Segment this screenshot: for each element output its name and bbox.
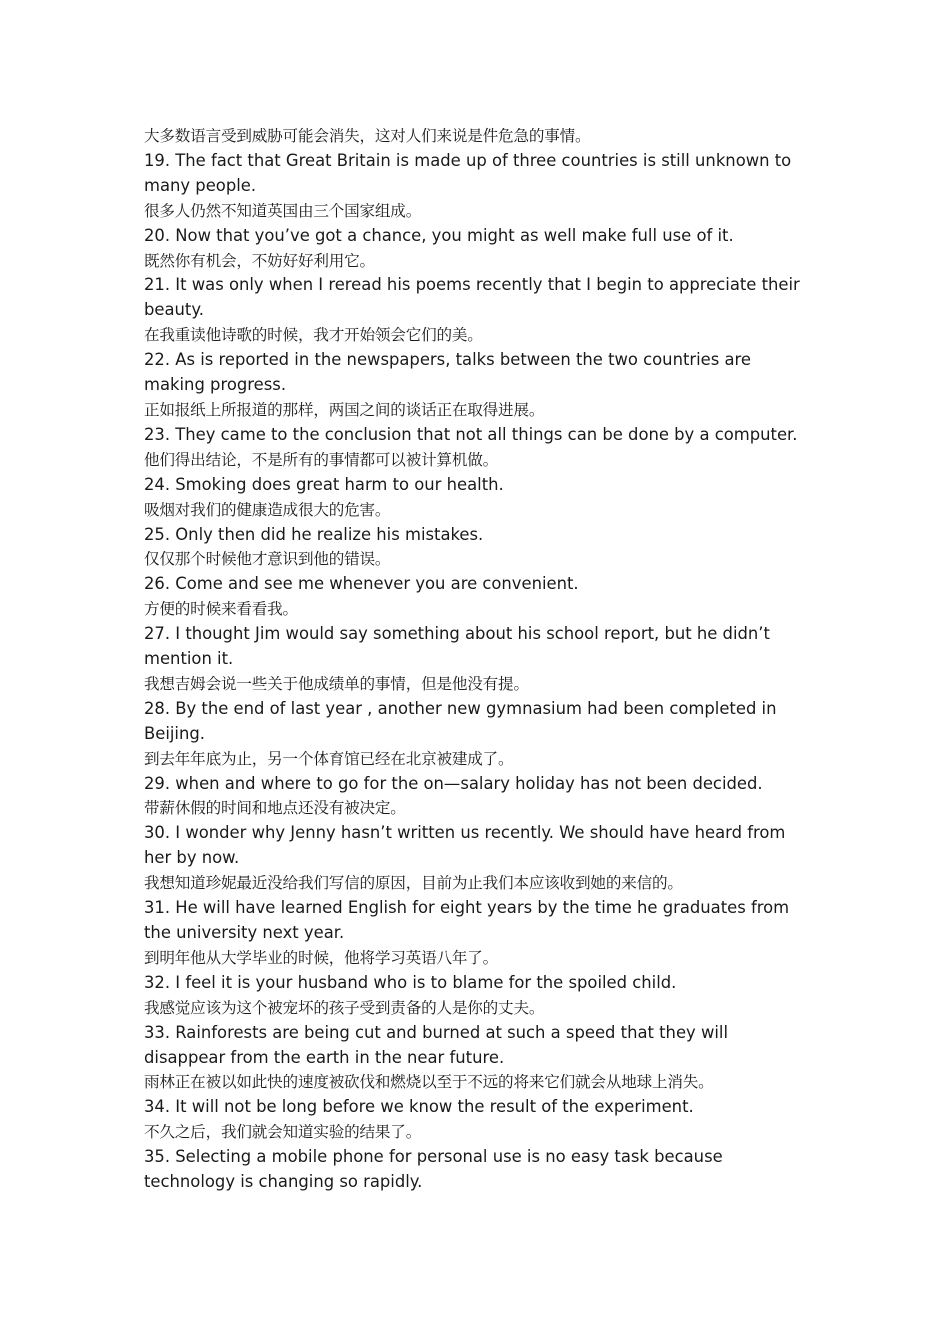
translation-line: 方便的时候来看看我。 — [144, 600, 298, 619]
sentence-line: 25. Only then did he realize his mistakes. — [144, 524, 484, 544]
sentence-line: 20. Now that you’ve got a chance, you might as well make full use of it. — [144, 225, 734, 245]
sentence-line: 26. Come and see me whenever you are convenient. — [144, 574, 579, 594]
sentence-line: 34. It will not be long before we know the result of the experiment. — [144, 1097, 694, 1117]
translation-line: 雨林正在被以如此快的速度被砍伐和燃烧以至于不远的将来它们就会从地球上消失。 — [144, 1073, 714, 1092]
translation-line: 到去年年底为止，另一个体育馆已经在北京被建成了。 — [144, 749, 514, 768]
translation-line: 正如报纸上所报道的那样，两国之间的谈话正在取得进展。 — [144, 400, 545, 419]
sentence-line: 23. They came to the conclusion that not all things can be done by a computer. — [144, 424, 798, 444]
sentence-line: 29. when and where to go for the on—salary holiday has not been decided. — [144, 773, 763, 793]
translation-line: 他们得出结论，不是所有的事情都可以被计算机做。 — [144, 450, 499, 469]
translation-line: 我想知道珍妮最近没给我们写信的原因，目前为止我们本应该收到她的来信的。 — [144, 874, 683, 893]
translation-line: 仅仅那个时候他才意识到他的错误。 — [144, 550, 391, 569]
sentence-line: 24. Smoking does great harm to our health. — [144, 474, 504, 494]
translation-line: 不久之后，我们就会知道实验的结果了。 — [144, 1123, 422, 1142]
document-page — [144, 124, 814, 1195]
sentence-line: 32. I feel it is your husband who is to blame for the spoiled child. — [144, 972, 677, 992]
sentence-line: 31. He will have learned English for eight years by the time he graduates from the university next year. — [144, 898, 790, 942]
translation-line: 吸烟对我们的健康造成很大的危害。 — [144, 500, 391, 519]
translation-line: 既然你有机会，不妨好好利用它。 — [144, 251, 375, 270]
translation-line: 到明年他从大学毕业的时候，他将学习英语八年了。 — [144, 948, 499, 967]
sentence-line: 22. As is reported in the newspapers, talks between the two countries are making progress. — [144, 350, 752, 395]
sentence-line: 27. I thought Jim would say something about his school report, but he didn’t mention it. — [144, 624, 770, 669]
translation-line: 大多数语言受到威胁可能会消失，这对人们来说是件危急的事情。 — [144, 127, 591, 145]
translation-line: 在我重读他诗歌的时候，我才开始领会它们的美。 — [144, 326, 483, 345]
sentence-line: 28. By the end of last year , another new gymnasium had been completed in Beijing. — [144, 698, 777, 743]
sentence-line: 35. Selecting a mobile phone for personal use is no easy task because technology is changing so rapidly. — [144, 1147, 723, 1192]
sentence-line: 33. Rainforests are being cut and burned at such a speed that they will disappear from the earth in the near future. — [144, 1022, 729, 1067]
sentence-line: 19. The fact that Great Britain is made up of three countries is still unknown to many people. — [144, 150, 792, 195]
sentence-line: 21. It was only when I reread his poems recently that I begin to appreciate their beauty. — [144, 275, 800, 320]
sentence-line: 30. I wonder why Jenny hasn’t written us recently. We should have heard from her by now. — [144, 823, 786, 868]
translation-line: 很多人仍然不知道英国由三个国家组成。 — [144, 201, 422, 220]
translation-line: 带薪休假的时间和地点还没有被决定。 — [144, 799, 406, 818]
translation-line: 我想吉姆会说一些关于他成绩单的事情，但是他没有提。 — [144, 674, 529, 693]
translation-line: 我感觉应该为这个被宠坏的孩子受到责备的人是你的丈夫。 — [144, 998, 545, 1017]
